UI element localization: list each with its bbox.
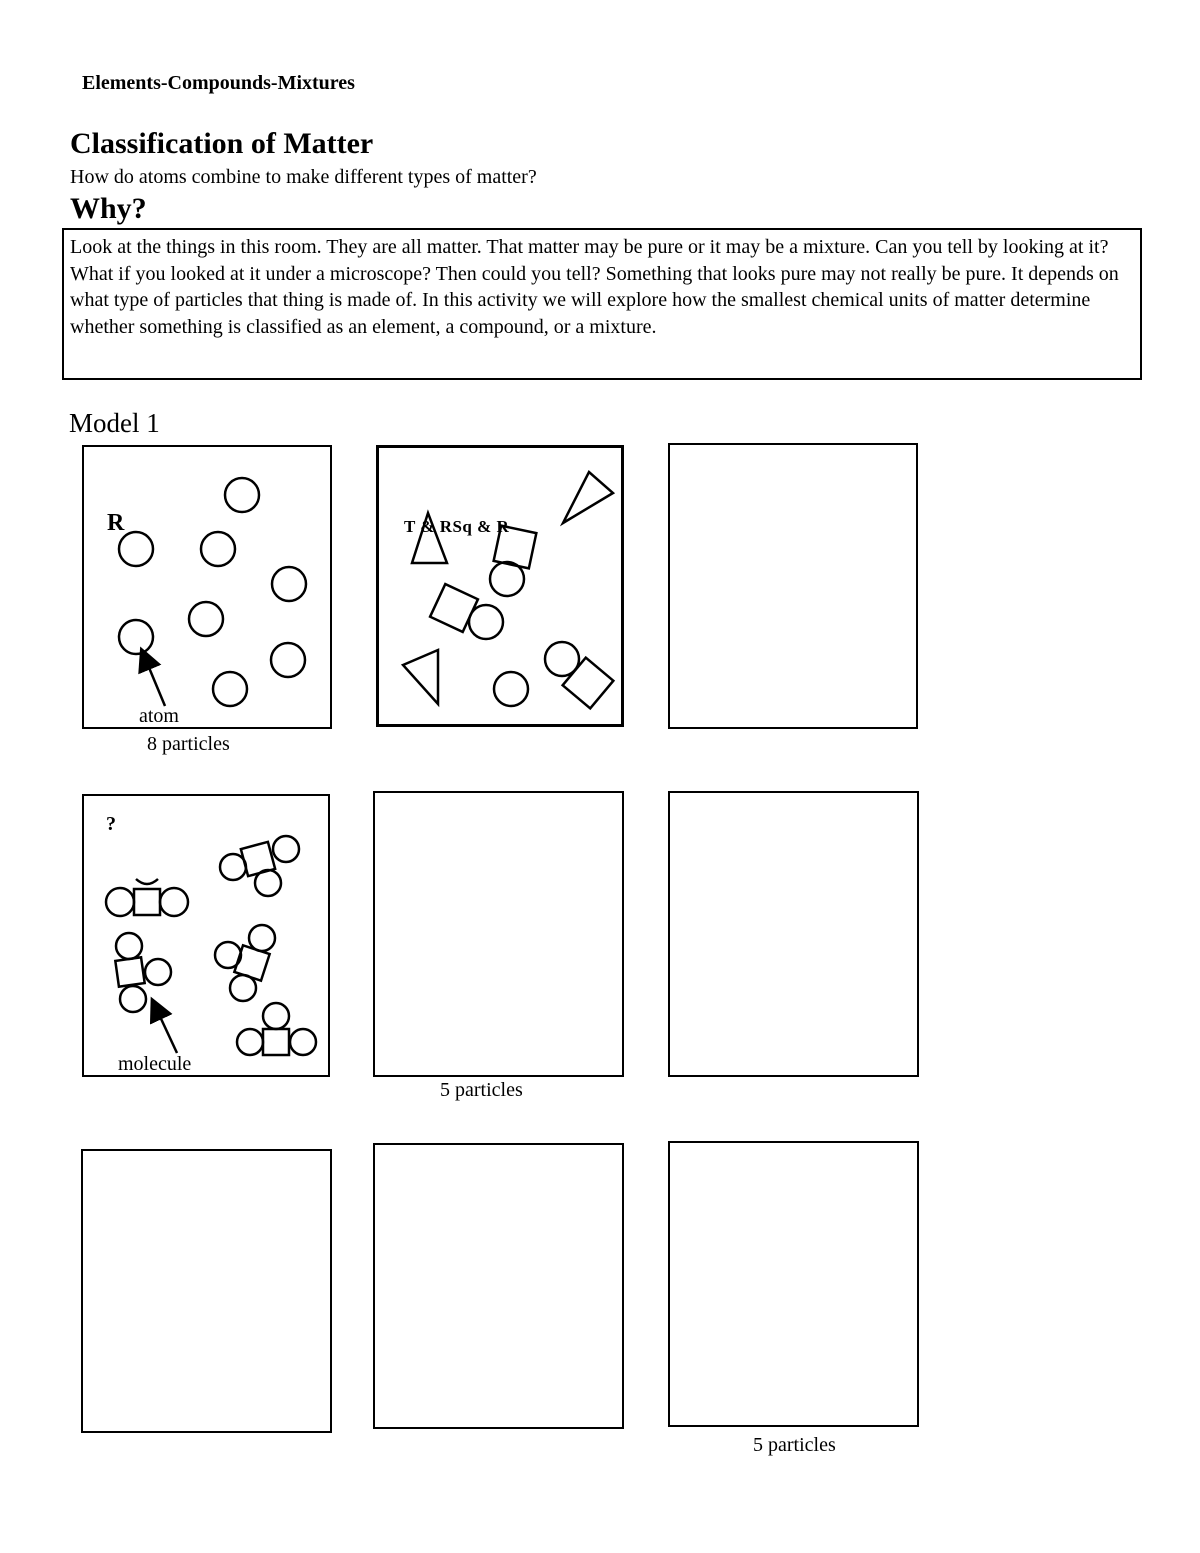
molecule-5	[237, 1003, 316, 1055]
panel-1-caption: 8 particles	[147, 733, 230, 755]
intro-text-box: Look at the things in this room. They are all matter. That matter may be pure or it may be a mixture. Can you tell by looking at it? What if you looked at it under a microscope? Then could you tell? Something that looks pure may not really be pure. It depends on what type of particles that thing is made of. In this activity we will explore how the smallest chemical units of matter determine whether something is classified as an element, a compound, or a mixture.	[62, 228, 1142, 380]
panel-1-label: R	[107, 510, 125, 536]
atom-circle	[189, 602, 223, 636]
atom-circle	[213, 672, 247, 706]
panel-2-label: T & RSq & R	[404, 517, 510, 536]
molecule-annotation: molecule	[118, 1053, 192, 1075]
page-subtitle: How do atoms combine to make different types of matter?	[70, 166, 537, 188]
molecule-arrow	[156, 1008, 177, 1053]
atom-circle	[201, 532, 235, 566]
atom-arrow	[145, 658, 165, 706]
document-header: Elements-Compounds-Mixtures	[82, 72, 355, 94]
atom-circle	[494, 672, 528, 706]
atom-circle	[119, 620, 153, 654]
triangle-particle	[403, 650, 438, 704]
square-particle	[563, 658, 614, 709]
triangle-particle	[563, 472, 613, 523]
molecule-2	[220, 836, 299, 896]
molecule-3	[115, 933, 171, 1012]
panel-4-label: ?	[106, 813, 116, 835]
atom-circle	[225, 478, 259, 512]
panel-5-caption: 5 particles	[440, 1079, 523, 1101]
atom-circle	[272, 567, 306, 601]
panel-9-caption: 5 particles	[753, 1434, 836, 1456]
atom-circle	[271, 643, 305, 677]
model-label: Model 1	[69, 408, 160, 438]
atom-annotation: atom	[139, 705, 179, 727]
square-particle	[430, 584, 478, 632]
molecule-1	[106, 879, 188, 916]
atom-circle	[119, 532, 153, 566]
page-title: Classification of Matter	[70, 127, 374, 160]
atom-circle	[469, 605, 503, 639]
atom-circle	[490, 562, 524, 596]
molecule-4	[215, 925, 275, 1001]
why-heading: Why?	[70, 192, 147, 225]
